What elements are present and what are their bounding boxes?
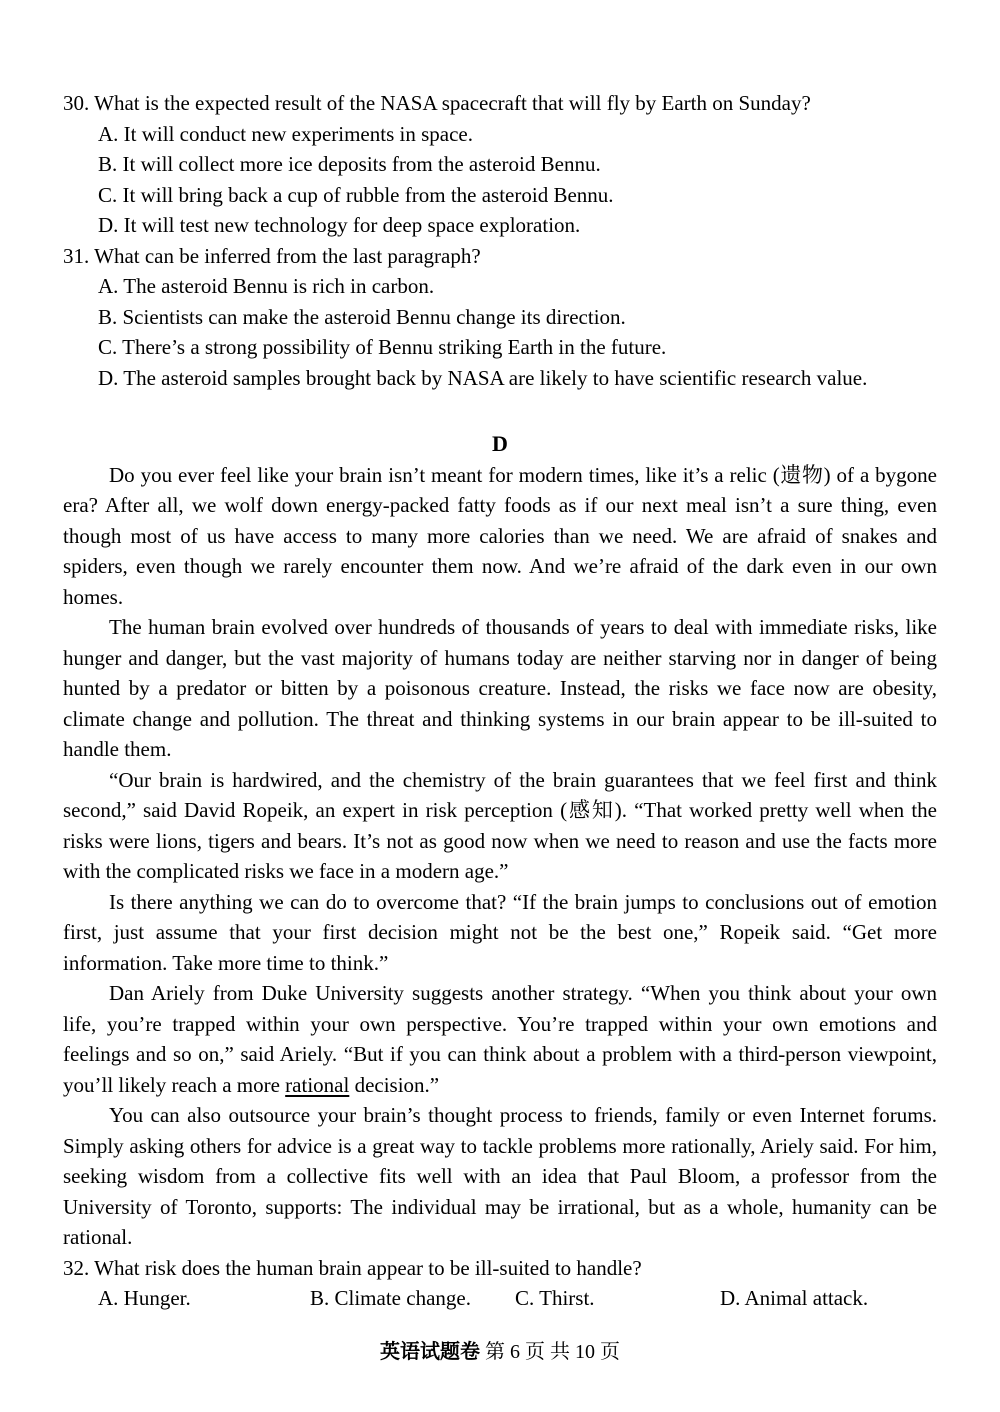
question-31 (63, 241, 937, 394)
footer-page-number: 第 6 页 共 10 页 (485, 1341, 620, 1363)
question-30-option-c: C. It will bring back a cup of rubble from the asteroid Bennu. (98, 182, 614, 207)
underlined-word-rational: rational (285, 1072, 350, 1097)
question-30-stem: 30. What is the expected result of the NASA spacecraft that will fly by Earth on Sunday? (63, 91, 811, 115)
question-31-option-b: B. Scientists can make the asteroid Bennu change its direction. (98, 304, 626, 329)
passage-paragraph-6: You can also outsource your brain’s thought process to friends, family or even Internet forums. Simply asking others for advice is a great way to tackle problems more rationally, Ariely said. For him, seeking wisdom from a collective fits well with an idea that Paul Bloom, a professor from the University of Toronto, supports: The individual may be irrational, but as a whole, humanity can be rational. (63, 1103, 937, 1249)
footer-document-label: 英语试题卷 (380, 1341, 480, 1363)
passage-paragraph-4: Is there anything we can do to overcome that? “If the brain jumps to conclusions out of emotion first, just assume that your first decision might not be the best one,” Ropeik said. “Get more information. Take more time to think.” (63, 889, 937, 975)
paragraph-5-text-post: decision.” (349, 1072, 440, 1097)
passage-paragraph-3: “Our brain is hardwired, and the chemistry of the brain guarantees that we feel first and think second,” said David Ropeik, an expert in risk perception (感知). “That worked pretty well when the risks were lions, tigers and bears. It’s not as good now when we need to reason and use the facts more with the complicated risks we face in a modern age.” (63, 767, 937, 883)
question-30 (63, 88, 937, 241)
question-32-option-d: D. Animal attack. (720, 1286, 869, 1310)
question-31-stem: 31. What can be inferred from the last paragraph? (63, 243, 481, 268)
question-32-stem: 32. What risk does the human brain appear to be ill-suited to handle? (63, 1255, 642, 1280)
question-30-option-b: B. It will collect more ice deposits from the asteroid Bennu. (98, 152, 601, 176)
passage-paragraph-2: The human brain evolved over hundreds of thousands of years to deal with immediate risks, like hunger and danger, but the vast majority of humans today are neither starving nor in danger of being hunted by a predator or bitten by a poisonous creature. Instead, the risks we face now are obesity, climate change and pollution. The threat and thinking systems in our brain appear to be ill-suited to handle them. (63, 615, 937, 761)
question-31-option-d: D. The asteroid samples brought back by NASA are likely to have scientific research value. (98, 365, 868, 390)
reading-passage-d (63, 429, 937, 1253)
question-31-option-a: A. The asteroid Bennu is rich in carbon. (98, 274, 435, 298)
question-32-option-b: B. Climate change. (310, 1286, 471, 1310)
question-32 (63, 1253, 937, 1314)
passage-paragraph-5 (63, 978, 937, 1100)
page-footer (0, 1338, 1000, 1366)
passage-paragraph-1: Do you ever feel like your brain isn’t meant for modern times, like it’s a relic (遗物) of a bygone era? After all, we wolf down energy-packed fatty foods as if our next meal isn’t a sure thing, even though most of us have access to many more calories than we need. We are afraid of snakes and spiders, even though we rarely encounter them now. And we’re afraid of the dark even in our own homes. (63, 462, 937, 609)
question-32-option-a: A. Hunger. (98, 1286, 191, 1310)
question-32-options-row (63, 1283, 937, 1314)
question-31-option-c: C. There’s a strong possibility of Bennu striking Earth in the future. (98, 335, 667, 359)
paragraph-5-text-pre: Dan Ariely from Duke University suggests another strategy. “When you think about your own life, you’re trapped within your own perspective. You’re trapped within your own emotions and feelings and so on,” said Ariely. “But if you can think about a problem with a third-person viewpoint, you’ll likely reach a more (63, 981, 937, 1097)
passage-section-label: D (492, 431, 508, 456)
question-32-option-c: C. Thirst. (515, 1286, 595, 1310)
question-30-option-a: A. It will conduct new experiments in space. (98, 121, 473, 146)
question-30-option-d: D. It will test new technology for deep space exploration. (98, 213, 581, 237)
